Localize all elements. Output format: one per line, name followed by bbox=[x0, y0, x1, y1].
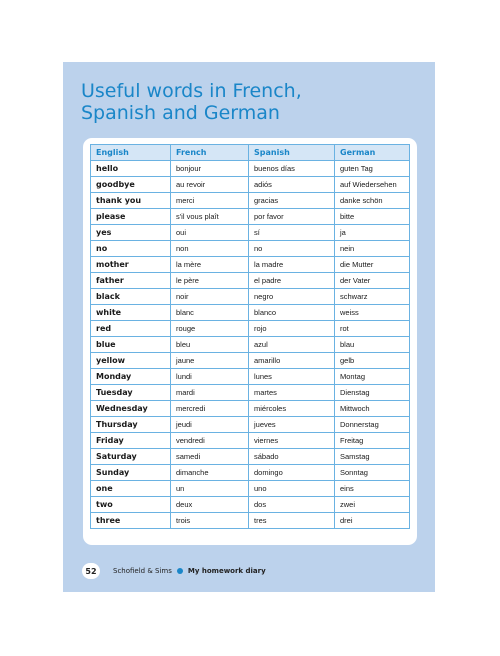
table-row bbox=[91, 289, 410, 305]
cell-german: Mittwoch bbox=[335, 401, 410, 417]
table-row bbox=[91, 305, 410, 321]
cell-spanish: el padre bbox=[249, 273, 335, 289]
cell-english: blue bbox=[91, 337, 171, 353]
cell-german: Sonntag bbox=[335, 465, 410, 481]
table-row bbox=[91, 273, 410, 289]
cell-german: guten Tag bbox=[335, 161, 410, 177]
table-row bbox=[91, 321, 410, 337]
cell-spanish: la madre bbox=[249, 257, 335, 273]
cell-english: hello bbox=[91, 161, 171, 177]
cell-german: auf Wiedersehen bbox=[335, 177, 410, 193]
page-title-line-2: Spanish and German bbox=[81, 102, 280, 124]
table-row bbox=[91, 337, 410, 353]
book-title: My homework diary bbox=[187, 567, 266, 575]
cell-spanish: buenos días bbox=[249, 161, 335, 177]
cell-french: deux bbox=[171, 497, 249, 513]
cell-english: Thursday bbox=[91, 417, 171, 433]
cell-german: Donnerstag bbox=[335, 417, 410, 433]
header-french: French bbox=[171, 145, 249, 161]
cell-german: Samstag bbox=[335, 449, 410, 465]
table-row bbox=[91, 369, 410, 385]
cell-german: danke schön bbox=[335, 193, 410, 209]
header-german: German bbox=[335, 145, 410, 161]
cell-french: lundi bbox=[171, 369, 249, 385]
cell-french: le père bbox=[171, 273, 249, 289]
cell-german: rot bbox=[335, 321, 410, 337]
cell-german: schwarz bbox=[335, 289, 410, 305]
cell-spanish: sí bbox=[249, 225, 335, 241]
page-footer bbox=[82, 563, 266, 579]
cell-german: weiss bbox=[335, 305, 410, 321]
cell-german: ja bbox=[335, 225, 410, 241]
cell-spanish: dos bbox=[249, 497, 335, 513]
table-row bbox=[91, 401, 410, 417]
cell-spanish: lunes bbox=[249, 369, 335, 385]
cell-english: black bbox=[91, 289, 171, 305]
cell-french: bleu bbox=[171, 337, 249, 353]
cell-english: white bbox=[91, 305, 171, 321]
cell-french: la mère bbox=[171, 257, 249, 273]
cell-spanish: por favor bbox=[249, 209, 335, 225]
page-number: 52 bbox=[85, 566, 97, 576]
cell-german: bitte bbox=[335, 209, 410, 225]
cell-german: Montag bbox=[335, 369, 410, 385]
cell-french: jeudi bbox=[171, 417, 249, 433]
cell-french: mercredi bbox=[171, 401, 249, 417]
cell-spanish: amarillo bbox=[249, 353, 335, 369]
cell-french: rouge bbox=[171, 321, 249, 337]
cell-spanish: martes bbox=[249, 385, 335, 401]
cell-spanish: no bbox=[249, 241, 335, 257]
table-row bbox=[91, 497, 410, 513]
cell-english: mother bbox=[91, 257, 171, 273]
cell-french: oui bbox=[171, 225, 249, 241]
table-row bbox=[91, 481, 410, 497]
table-row bbox=[91, 433, 410, 449]
table-row bbox=[91, 513, 410, 529]
table-header-row bbox=[91, 145, 410, 161]
cell-french: bonjour bbox=[171, 161, 249, 177]
table-row bbox=[91, 161, 410, 177]
cell-english: Sunday bbox=[91, 465, 171, 481]
table-row bbox=[91, 193, 410, 209]
cell-english: one bbox=[91, 481, 171, 497]
cell-french: un bbox=[171, 481, 249, 497]
cell-german: Freitag bbox=[335, 433, 410, 449]
table-row bbox=[91, 209, 410, 225]
table-row bbox=[91, 465, 410, 481]
cell-spanish: rojo bbox=[249, 321, 335, 337]
page-title bbox=[81, 80, 302, 124]
page-number-badge bbox=[82, 563, 100, 579]
cell-german: gelb bbox=[335, 353, 410, 369]
cell-german: drei bbox=[335, 513, 410, 529]
table-row bbox=[91, 177, 410, 193]
page-title-line-1: Useful words in French, bbox=[81, 80, 302, 102]
table-row bbox=[91, 241, 410, 257]
cell-english: three bbox=[91, 513, 171, 529]
table-row bbox=[91, 257, 410, 273]
cell-english: Friday bbox=[91, 433, 171, 449]
cell-french: mardi bbox=[171, 385, 249, 401]
cell-english: Tuesday bbox=[91, 385, 171, 401]
table-row bbox=[91, 353, 410, 369]
cell-french: vendredi bbox=[171, 433, 249, 449]
cell-english: please bbox=[91, 209, 171, 225]
cell-english: yellow bbox=[91, 353, 171, 369]
table-row bbox=[91, 417, 410, 433]
cell-english: red bbox=[91, 321, 171, 337]
header-spanish: Spanish bbox=[249, 145, 335, 161]
cell-spanish: miércoles bbox=[249, 401, 335, 417]
cell-german: zwei bbox=[335, 497, 410, 513]
cell-english: thank you bbox=[91, 193, 171, 209]
table-body bbox=[91, 161, 410, 529]
cell-spanish: viernes bbox=[249, 433, 335, 449]
cell-spanish: gracias bbox=[249, 193, 335, 209]
cell-english: Monday bbox=[91, 369, 171, 385]
cell-spanish: blanco bbox=[249, 305, 335, 321]
cell-french: non bbox=[171, 241, 249, 257]
cell-spanish: negro bbox=[249, 289, 335, 305]
cell-german: der Vater bbox=[335, 273, 410, 289]
cell-spanish: azul bbox=[249, 337, 335, 353]
cell-spanish: domingo bbox=[249, 465, 335, 481]
cell-french: trois bbox=[171, 513, 249, 529]
vocabulary-table bbox=[90, 144, 410, 529]
bullet-dot-icon bbox=[177, 568, 183, 574]
cell-english: yes bbox=[91, 225, 171, 241]
table-row bbox=[91, 449, 410, 465]
cell-german: blau bbox=[335, 337, 410, 353]
cell-english: father bbox=[91, 273, 171, 289]
cell-spanish: adiós bbox=[249, 177, 335, 193]
cell-german: Dienstag bbox=[335, 385, 410, 401]
cell-german: eins bbox=[335, 481, 410, 497]
cell-french: dimanche bbox=[171, 465, 249, 481]
cell-english: Wednesday bbox=[91, 401, 171, 417]
cell-french: s'il vous plaît bbox=[171, 209, 249, 225]
cell-german: die Mutter bbox=[335, 257, 410, 273]
cell-english: two bbox=[91, 497, 171, 513]
cell-spanish: sábado bbox=[249, 449, 335, 465]
table-row bbox=[91, 225, 410, 241]
cell-french: blanc bbox=[171, 305, 249, 321]
cell-french: noir bbox=[171, 289, 249, 305]
cell-french: merci bbox=[171, 193, 249, 209]
cell-german: nein bbox=[335, 241, 410, 257]
header-english: English bbox=[91, 145, 171, 161]
cell-english: Saturday bbox=[91, 449, 171, 465]
table-row bbox=[91, 385, 410, 401]
cell-english: no bbox=[91, 241, 171, 257]
cell-french: jaune bbox=[171, 353, 249, 369]
cell-spanish: uno bbox=[249, 481, 335, 497]
cell-french: au revoir bbox=[171, 177, 249, 193]
cell-spanish: tres bbox=[249, 513, 335, 529]
cell-english: goodbye bbox=[91, 177, 171, 193]
publisher-name: Schofield & Sims bbox=[113, 567, 172, 575]
cell-spanish: jueves bbox=[249, 417, 335, 433]
cell-french: samedi bbox=[171, 449, 249, 465]
